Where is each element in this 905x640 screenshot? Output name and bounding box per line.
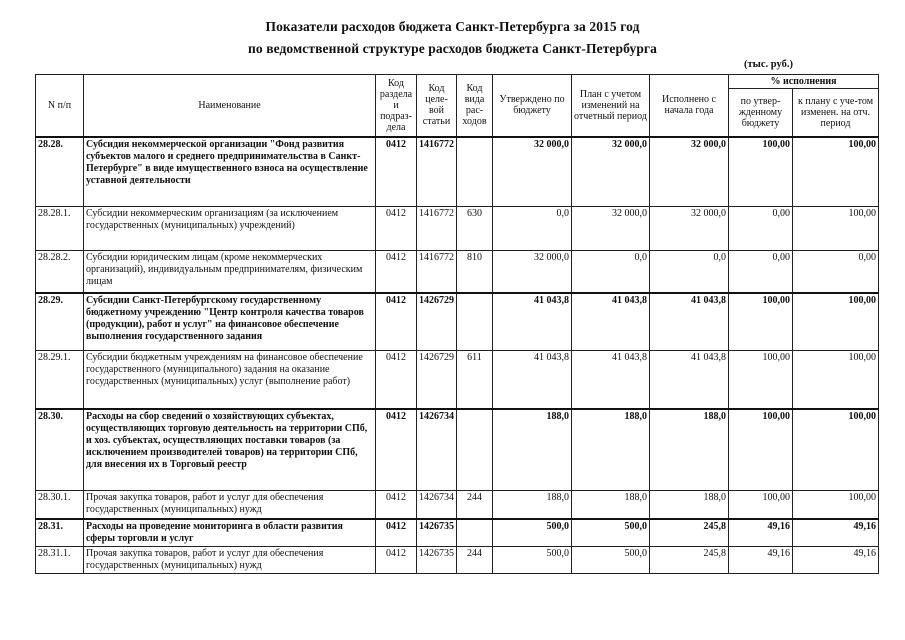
table-row: [36, 251, 879, 293]
cell-pct-plan: 0,00: [793, 251, 879, 293]
cell-pct-plan: 100,00: [793, 351, 879, 409]
cell-name: Субсидии юридическим лицам (кроме некоммерческих организаций), индивидуальным предпринимателям, физическим лицам: [84, 251, 376, 293]
cell-section: 0412: [376, 207, 417, 251]
cell-name: Субсидии Санкт-Петербургскому государственному бюджетному учреждению "Центр контроля качества товаров (продукции), работ и услуг" на финансовое обеспечение выполнения государственного задания: [84, 293, 376, 351]
col-header-section: Код раздела и подраз-дела: [376, 75, 417, 137]
cell-section: 0412: [376, 546, 417, 573]
cell-pct-approved: 0,00: [729, 251, 793, 293]
cell-article: 1426729: [417, 351, 457, 409]
cell-approved: 41 043,8: [493, 351, 572, 409]
cell-section: 0412: [376, 351, 417, 409]
cell-num: 28.29.1.: [36, 351, 84, 409]
cell-plan: 41 043,8: [572, 293, 650, 351]
cell-name: Субсидии некоммерческим организациям (за исключением государственных (муниципальных) учреждений): [84, 207, 376, 251]
cell-approved: 188,0: [493, 409, 572, 491]
report-title: Показатели расходов бюджета Санкт-Петербурга за 2015 год: [265, 19, 640, 34]
cell-article: 1426735: [417, 546, 457, 573]
cell-plan: 32 000,0: [572, 207, 650, 251]
col-header-plan: План с учетом изменений на отчетный период: [572, 75, 650, 137]
cell-executed: 32 000,0: [650, 207, 729, 251]
cell-section: 0412: [376, 137, 417, 207]
cell-num: 28.28.1.: [36, 207, 84, 251]
cell-plan: 500,0: [572, 519, 650, 547]
table-row: [36, 207, 879, 251]
col-header-article: Код целе-вой статьи: [417, 75, 457, 137]
cell-type: 244: [457, 546, 493, 573]
cell-type: [457, 293, 493, 351]
cell-article: 1416772: [417, 137, 457, 207]
units-label: (тыс. руб.): [744, 59, 793, 70]
cell-pct-approved: 100,00: [729, 351, 793, 409]
table-row: [36, 546, 879, 573]
cell-pct-plan: 100,00: [793, 207, 879, 251]
col-header-name: Наименование: [84, 75, 376, 137]
cell-approved: 188,0: [493, 491, 572, 519]
cell-type: 630: [457, 207, 493, 251]
table-row: [36, 137, 879, 207]
col-header-num: N п/п: [36, 75, 84, 137]
cell-approved: 32 000,0: [493, 137, 572, 207]
cell-num: 28.31.: [36, 519, 84, 547]
cell-approved: 500,0: [493, 519, 572, 547]
cell-name: Субсидия некоммерческой организации "Фонд развития субъектов малого и среднего предпринимательства в Санкт-Петербурге" в виде имущественного взноса на осуществление уставной деятельности: [84, 137, 376, 207]
cell-article: 1426735: [417, 519, 457, 547]
cell-article: 1426729: [417, 293, 457, 351]
cell-executed: 41 043,8: [650, 293, 729, 351]
cell-type: [457, 519, 493, 547]
cell-type: 611: [457, 351, 493, 409]
col-header-executed: Исполнено с начала года: [650, 75, 729, 137]
cell-pct-plan: 49,16: [793, 519, 879, 547]
table-row: [36, 491, 879, 519]
cell-pct-plan: 100,00: [793, 137, 879, 207]
cell-num: 28.31.1.: [36, 546, 84, 573]
cell-name: Прочая закупка товаров, работ и услуг для обеспечения государственных (муниципальных) нужд: [84, 546, 376, 573]
cell-article: 1416772: [417, 251, 457, 293]
col-header-approved: Утверждено по бюджету: [493, 75, 572, 137]
cell-pct-plan: 100,00: [793, 491, 879, 519]
cell-executed: 0,0: [650, 251, 729, 293]
cell-approved: 32 000,0: [493, 251, 572, 293]
cell-type: [457, 137, 493, 207]
cell-name: Субсидии бюджетным учреждениям на финансовое обеспечение государственного (муниципального) задания на оказание государственных (муниципальных) услуг (выполнение работ): [84, 351, 376, 409]
cell-plan: 0,0: [572, 251, 650, 293]
cell-section: 0412: [376, 293, 417, 351]
cell-section: 0412: [376, 251, 417, 293]
cell-pct-approved: 49,16: [729, 546, 793, 573]
cell-num: 28.29.: [36, 293, 84, 351]
cell-type: 244: [457, 491, 493, 519]
cell-article: 1426734: [417, 491, 457, 519]
budget-table: [35, 74, 879, 574]
cell-pct-approved: 100,00: [729, 137, 793, 207]
cell-num: 28.28.2.: [36, 251, 84, 293]
cell-approved: 41 043,8: [493, 293, 572, 351]
cell-plan: 32 000,0: [572, 137, 650, 207]
cell-num: 28.30.1.: [36, 491, 84, 519]
col-header-pct-approved: по утвер-жденному бюджету: [729, 89, 793, 137]
cell-section: 0412: [376, 491, 417, 519]
cell-num: 28.28.: [36, 137, 84, 207]
cell-approved: 500,0: [493, 546, 572, 573]
cell-executed: 32 000,0: [650, 137, 729, 207]
cell-pct-approved: 0,00: [729, 207, 793, 251]
cell-executed: 188,0: [650, 409, 729, 491]
report-subtitle: по ведомственной структуре расходов бюджета Санкт-Петербурга: [247, 41, 658, 56]
table-row: [36, 409, 879, 491]
cell-section: 0412: [376, 409, 417, 491]
cell-article: 1426734: [417, 409, 457, 491]
cell-pct-approved: 100,00: [729, 293, 793, 351]
cell-approved: 0,0: [493, 207, 572, 251]
cell-article: 1416772: [417, 207, 457, 251]
cell-pct-approved: 100,00: [729, 491, 793, 519]
cell-name: Прочая закупка товаров, работ и услуг для обеспечения государственных (муниципальных) нужд: [84, 491, 376, 519]
table-row: [36, 351, 879, 409]
cell-name: Расходы на проведение мониторинга в области развития сферы торговли и услуг: [84, 519, 376, 547]
cell-pct-plan: 49,16: [793, 546, 879, 573]
cell-pct-plan: 100,00: [793, 409, 879, 491]
table-row: [36, 519, 879, 547]
table-body: [36, 137, 879, 574]
cell-executed: 188,0: [650, 491, 729, 519]
cell-name: Расходы на сбор сведений о хозяйствующих субъектах, осуществляющих торговую деятельность на территории СПб, и хоз. субъектах, осуществляющих поставки товаров (за исключением производителей товаров) на территории СПб, для внесения их в Торговый реестр: [84, 409, 376, 491]
cell-num: 28.30.: [36, 409, 84, 491]
cell-pct-approved: 49,16: [729, 519, 793, 547]
cell-plan: 188,0: [572, 491, 650, 519]
cell-plan: 41 043,8: [572, 351, 650, 409]
cell-type: 810: [457, 251, 493, 293]
cell-executed: 245,8: [650, 519, 729, 547]
table-row: [36, 293, 879, 351]
col-header-pct-plan: к плану с уче-том изменен. на отч. период: [793, 89, 879, 137]
col-header-pct-group: % исполнения: [729, 75, 879, 89]
cell-pct-plan: 100,00: [793, 293, 879, 351]
cell-plan: 500,0: [572, 546, 650, 573]
cell-section: 0412: [376, 519, 417, 547]
cell-type: [457, 409, 493, 491]
col-header-type: Код вида рас-ходов: [457, 75, 493, 137]
cell-executed: 41 043,8: [650, 351, 729, 409]
cell-executed: 245,8: [650, 546, 729, 573]
cell-pct-approved: 100,00: [729, 409, 793, 491]
cell-plan: 188,0: [572, 409, 650, 491]
